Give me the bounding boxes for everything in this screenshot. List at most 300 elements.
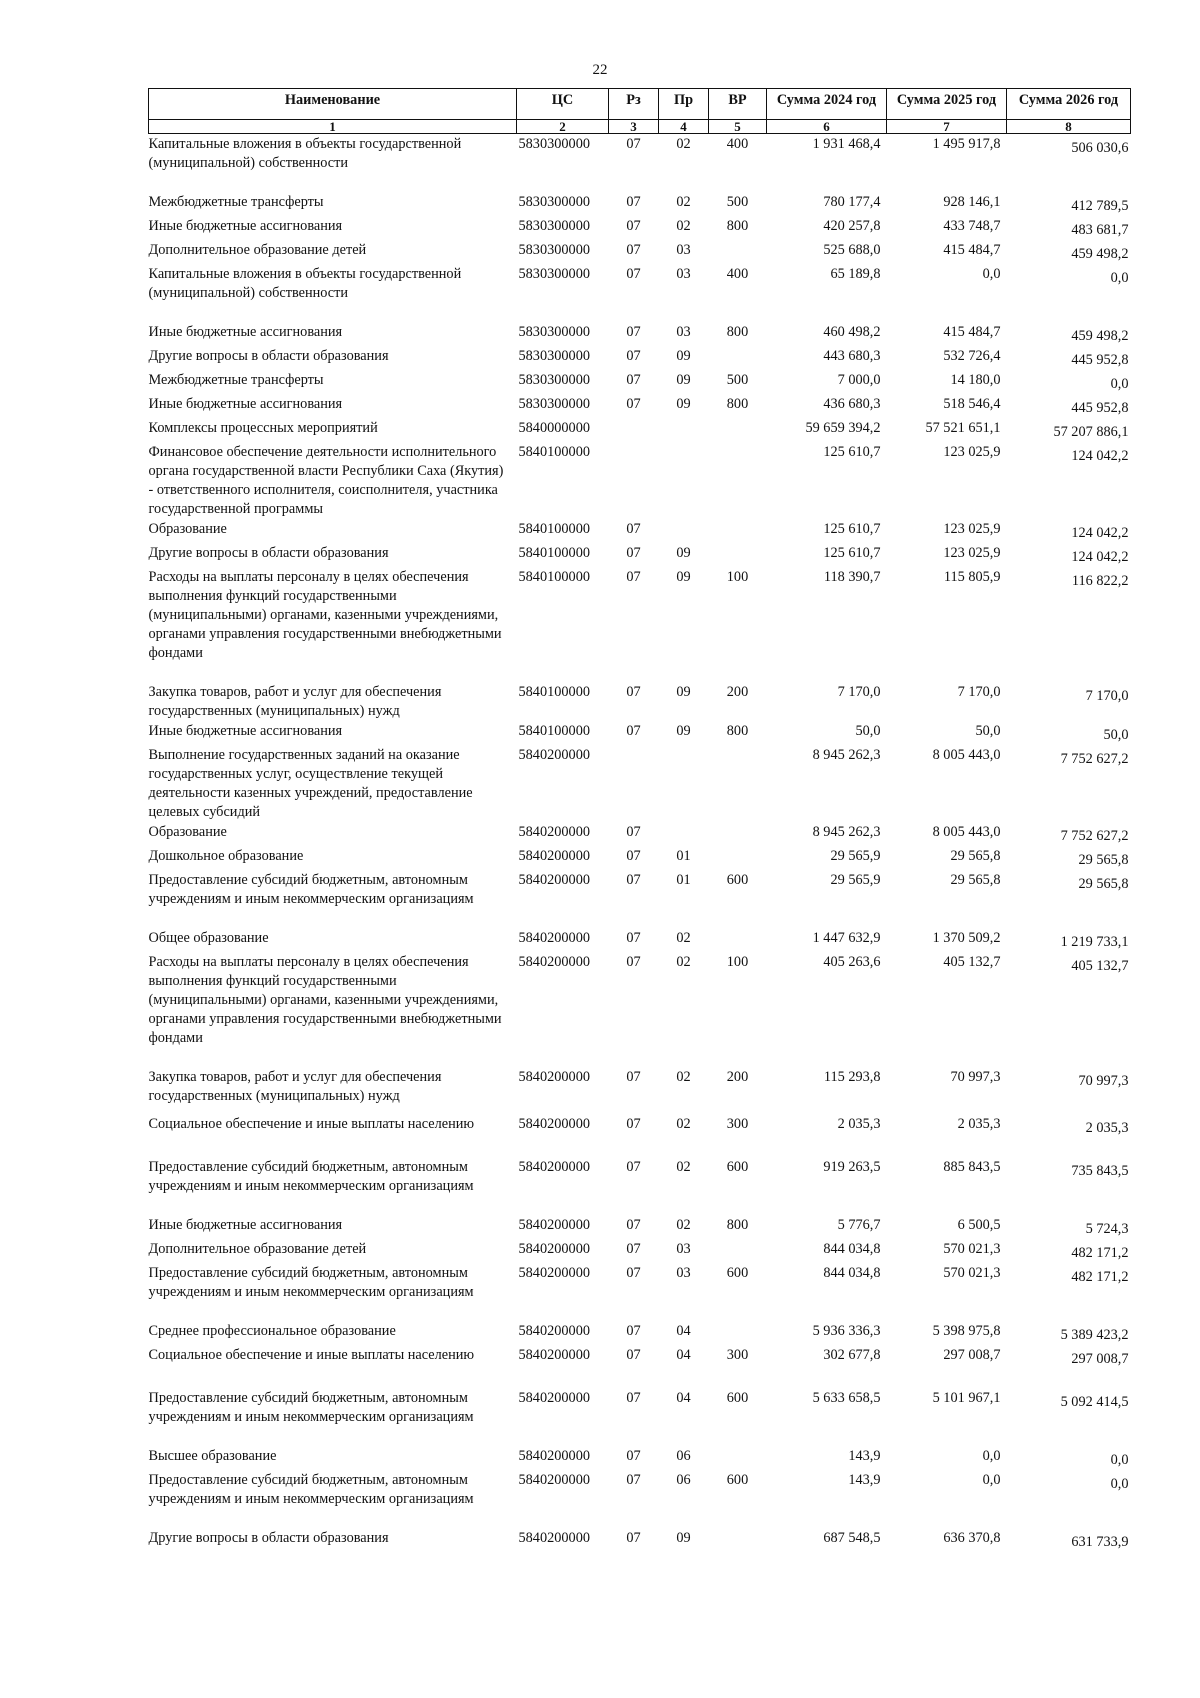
column-number: 1: [149, 120, 517, 134]
row-sum-2025: 57 521 651,1: [925, 420, 1001, 436]
row-sum-2024: 302 677,8: [823, 1347, 881, 1363]
row-sum-2026: 50,0: [1103, 727, 1129, 743]
row-cs: 5840200000: [518, 1347, 590, 1363]
row-cs: 5840100000: [518, 444, 590, 460]
row-sum-2024: 780 177,4: [823, 194, 881, 210]
row-name: Капитальные вложения в объекты государственной (муниципальной) собственности: [148, 266, 462, 301]
row-name: Социальное обеспечение и иные выплаты населению: [148, 1116, 475, 1132]
column-number: 8: [1007, 120, 1131, 134]
row-cs: 5830300000: [518, 242, 590, 258]
row-sum-2024: 143,9: [848, 1472, 881, 1488]
row-sum-2026: 116 822,2: [1071, 573, 1129, 589]
row-rz: 07: [626, 872, 641, 888]
row-name: Предоставление субсидий бюджетным, автономным учреждениям и иным некоммерческим организациям: [148, 1390, 474, 1425]
row-pr: 09: [676, 545, 691, 561]
row-sum-2026: 124 042,2: [1071, 549, 1129, 565]
table-row: [149, 1446, 1131, 1470]
row-sum-2024: 2 035,3: [837, 1116, 881, 1132]
row-vr: [709, 1446, 767, 1470]
row-sum-2026: 0,0: [1110, 1452, 1129, 1468]
row-sum-2026: 412 789,5: [1071, 198, 1129, 214]
row-name: Расходы на выплаты персоналу в целях обеспечения выполнения функций государственными (муниципальными) органами, казенными учреждениями, органами управления государственными внебюджетными фондами: [148, 954, 502, 1046]
row-pr: 03: [676, 1241, 691, 1257]
budget-table: [148, 88, 1131, 1552]
row-sum-2024: 1 447 632,9: [812, 930, 881, 946]
row-sum-2026: 459 498,2: [1071, 328, 1129, 344]
row-sum-2025: 518 546,4: [943, 396, 1001, 412]
row-sum-2025: 0,0: [982, 266, 1001, 282]
row-name: Высшее образование: [148, 1448, 277, 1464]
row-vr: 800: [726, 324, 749, 340]
table-row: [149, 721, 1131, 745]
row-cs: 5840200000: [518, 848, 590, 864]
table-row: [149, 216, 1131, 240]
row-vr: 200: [726, 684, 749, 700]
row-rz: 07: [626, 684, 641, 700]
row-rz: 07: [626, 348, 641, 364]
row-pr: [659, 745, 709, 822]
header-name: Наименование: [149, 89, 517, 120]
page-number: 22: [592, 62, 608, 78]
row-pr: 06: [676, 1472, 691, 1488]
table-row: [149, 1388, 1131, 1446]
row-pr: 02: [676, 1217, 691, 1233]
row-sum-2025: 50,0: [975, 723, 1001, 739]
row-cs: 5840200000: [518, 824, 590, 840]
row-sum-2024: 443 680,3: [823, 348, 881, 364]
row-sum-2024: 65 189,8: [830, 266, 881, 282]
row-sum-2024: 1 931 468,4: [812, 136, 881, 152]
row-sum-2026: 0,0: [1110, 270, 1129, 286]
row-sum-2025: 115 805,9: [943, 569, 1001, 585]
row-sum-2025: 297 008,7: [943, 1347, 1001, 1363]
row-pr: [659, 822, 709, 846]
row-name: Образование: [148, 824, 227, 840]
row-sum-2024: 844 034,8: [823, 1265, 881, 1281]
row-vr: 300: [726, 1347, 749, 1363]
row-sum-2025: 415 484,7: [943, 324, 1001, 340]
row-sum-2026: 124 042,2: [1071, 525, 1129, 541]
row-rz: 07: [626, 1069, 641, 1085]
row-sum-2025: 2 035,3: [957, 1116, 1001, 1132]
row-sum-2024: 125 610,7: [823, 521, 881, 537]
row-rz: 07: [626, 930, 641, 946]
table-row: [149, 322, 1131, 346]
header-sum-2024: Сумма 2024 год: [767, 89, 887, 120]
row-sum-2024: 143,9: [848, 1448, 881, 1464]
row-rz: 07: [626, 194, 641, 210]
table-row: [149, 543, 1131, 567]
row-cs: 5840200000: [518, 747, 590, 763]
row-sum-2025: 885 843,5: [943, 1159, 1001, 1175]
row-name: Закупка товаров, работ и услуг для обеспечения государственных (муниципальных) нужд: [148, 1069, 442, 1104]
row-vr: 400: [726, 136, 749, 152]
row-sum-2024: 118 390,7: [823, 569, 881, 585]
row-sum-2026: 445 952,8: [1071, 352, 1129, 368]
row-vr: [709, 822, 767, 846]
row-sum-2025: 0,0: [982, 1448, 1001, 1464]
row-sum-2024: 115 293,8: [823, 1069, 881, 1085]
row-pr: [659, 418, 709, 442]
row-sum-2025: 8 005 443,0: [932, 747, 1001, 763]
row-sum-2026: 0,0: [1110, 1476, 1129, 1492]
table-row: [149, 134, 1131, 193]
row-name: Среднее профессиональное образование: [148, 1323, 396, 1339]
table-row: [149, 846, 1131, 870]
row-rz: 07: [626, 136, 641, 152]
row-pr: 09: [676, 1530, 691, 1546]
row-sum-2025: 405 132,7: [943, 954, 1001, 970]
table-row: [149, 682, 1131, 721]
row-rz: 07: [626, 1530, 641, 1546]
row-sum-2025: 29 565,8: [950, 872, 1001, 888]
row-name: Другие вопросы в области образования: [148, 1530, 389, 1546]
row-rz: 07: [626, 396, 641, 412]
row-sum-2024: 5 633 658,5: [812, 1390, 881, 1406]
column-number: 7: [887, 120, 1007, 134]
row-cs: 5840200000: [518, 1265, 590, 1281]
row-name: Выполнение государственных заданий на оказание государственных услуг, осуществление текущей деятельности казенных учреждений, предоставление целевых субсидий: [148, 747, 473, 820]
table-row: [149, 370, 1131, 394]
row-pr: 03: [676, 242, 691, 258]
row-rz: 07: [626, 1159, 641, 1175]
row-rz: 07: [626, 218, 641, 234]
row-rz: 07: [626, 1116, 641, 1132]
row-cs: 5840100000: [518, 723, 590, 739]
row-sum-2025: 29 565,8: [950, 848, 1001, 864]
row-rz: 07: [626, 521, 641, 537]
row-sum-2026: 57 207 886,1: [1053, 424, 1129, 440]
row-sum-2025: 928 146,1: [943, 194, 1001, 210]
row-name: Дошкольное образование: [148, 848, 304, 864]
row-vr: [709, 1321, 767, 1345]
row-vr: 300: [726, 1116, 749, 1132]
row-name: Иные бюджетные ассигнования: [148, 218, 343, 234]
row-pr: [659, 442, 709, 519]
row-rz: 07: [626, 324, 641, 340]
row-vr: [709, 519, 767, 543]
row-rz: [609, 418, 659, 442]
row-rz: 07: [626, 1347, 641, 1363]
row-sum-2026: 5 389 423,2: [1060, 1327, 1129, 1343]
column-number: 5: [709, 120, 767, 134]
row-rz: 07: [626, 723, 641, 739]
table-row: [149, 1239, 1131, 1263]
row-sum-2026: 482 171,2: [1071, 1245, 1129, 1261]
table-row: [149, 519, 1131, 543]
row-name: Предоставление субсидий бюджетным, автономным учреждениям и иным некоммерческим организациям: [148, 1472, 474, 1507]
row-sum-2024: 420 257,8: [823, 218, 881, 234]
table-row: [149, 822, 1131, 846]
row-vr: 600: [726, 1159, 749, 1175]
row-sum-2026: 631 733,9: [1071, 1534, 1129, 1550]
row-sum-2024: 50,0: [855, 723, 881, 739]
row-pr: 02: [676, 1159, 691, 1175]
row-sum-2026: 445 952,8: [1071, 400, 1129, 416]
row-name: Образование: [148, 521, 227, 537]
row-sum-2024: 405 263,6: [823, 954, 881, 970]
row-vr: 600: [726, 1390, 749, 1406]
row-cs: 5840000000: [518, 420, 590, 436]
row-sum-2024: 59 659 394,2: [805, 420, 881, 436]
row-cs: 5840200000: [518, 954, 590, 970]
row-cs: 5840100000: [518, 684, 590, 700]
row-vr: 800: [726, 396, 749, 412]
row-cs: 5830300000: [518, 348, 590, 364]
row-vr: 500: [726, 372, 749, 388]
row-pr: 09: [676, 723, 691, 739]
row-sum-2025: 532 726,4: [943, 348, 1001, 364]
row-sum-2026: 29 565,8: [1078, 876, 1129, 892]
row-vr: 800: [726, 1217, 749, 1233]
row-rz: 07: [626, 954, 641, 970]
row-pr: 09: [676, 684, 691, 700]
table-body: [149, 134, 1131, 1553]
row-sum-2026: 124 042,2: [1071, 448, 1129, 464]
table-row: [149, 870, 1131, 928]
table-row: [149, 1345, 1131, 1388]
row-sum-2025: 415 484,7: [943, 242, 1001, 258]
row-sum-2024: 29 565,9: [830, 848, 881, 864]
row-pr: 06: [676, 1448, 691, 1464]
row-sum-2026: 70 997,3: [1078, 1073, 1129, 1089]
row-cs: 5840200000: [518, 1472, 590, 1488]
row-rz: 07: [626, 1323, 641, 1339]
row-sum-2024: 460 498,2: [823, 324, 881, 340]
row-sum-2024: 29 565,9: [830, 872, 881, 888]
column-number: 6: [767, 120, 887, 134]
table-row: [149, 240, 1131, 264]
row-vr: [709, 543, 767, 567]
row-sum-2025: 14 180,0: [950, 372, 1001, 388]
row-name: Предоставление субсидий бюджетным, автономным учреждениям и иным некоммерческим организациям: [148, 1159, 474, 1194]
row-sum-2026: 5 724,3: [1085, 1221, 1129, 1237]
row-sum-2026: 29 565,8: [1078, 852, 1129, 868]
table-row: [149, 264, 1131, 322]
row-sum-2025: 6 500,5: [957, 1217, 1001, 1233]
row-sum-2025: 123 025,9: [943, 521, 1001, 537]
row-pr: 09: [676, 348, 691, 364]
row-sum-2025: 5 101 967,1: [932, 1390, 1001, 1406]
table-row: [149, 1321, 1131, 1345]
row-pr: 09: [676, 372, 691, 388]
row-cs: 5840200000: [518, 1530, 590, 1546]
row-pr: 03: [676, 1265, 691, 1281]
row-sum-2025: 70 997,3: [950, 1069, 1001, 1085]
row-cs: 5830300000: [518, 372, 590, 388]
row-rz: 07: [626, 372, 641, 388]
table-row: [149, 192, 1131, 216]
row-name: Комплексы процессных мероприятий: [148, 420, 378, 436]
row-vr: [709, 928, 767, 952]
table-row: [149, 346, 1131, 370]
row-sum-2024: 8 945 262,3: [812, 824, 881, 840]
row-rz: 07: [626, 1217, 641, 1233]
row-cs: 5840200000: [518, 1323, 590, 1339]
row-sum-2026: 1 219 733,1: [1060, 934, 1129, 950]
row-sum-2024: 436 680,3: [823, 396, 881, 412]
header-rz: Рз: [609, 89, 659, 120]
column-number: 4: [659, 120, 709, 134]
row-cs: 5830300000: [518, 218, 590, 234]
row-rz: [609, 442, 659, 519]
row-sum-2026: 735 843,5: [1071, 1163, 1129, 1179]
table-row: [149, 567, 1131, 682]
table-row: [149, 442, 1131, 519]
row-sum-2025: 0,0: [982, 1472, 1001, 1488]
row-name: Закупка товаров, работ и услуг для обеспечения государственных (муниципальных) нужд: [148, 684, 442, 719]
column-number-row: [149, 120, 1131, 134]
row-name: Иные бюджетные ассигнования: [148, 396, 343, 412]
table-header: [149, 89, 1131, 134]
row-rz: 07: [626, 266, 641, 282]
row-vr: [709, 418, 767, 442]
row-cs: 5840200000: [518, 930, 590, 946]
row-cs: 5830300000: [518, 266, 590, 282]
row-name: Межбюджетные трансферты: [148, 372, 324, 388]
row-name: Финансовое обеспечение деятельности исполнительного органа государственной власти Республики Саха (Якутия) - ответственного исполнителя, соисполнителя, участника государственной программы: [148, 444, 504, 517]
row-pr: 04: [676, 1323, 691, 1339]
row-pr: 09: [676, 569, 691, 585]
row-cs: 5830300000: [518, 136, 590, 152]
header-vr: ВР: [709, 89, 767, 120]
row-pr: 03: [676, 324, 691, 340]
row-vr: 600: [726, 1472, 749, 1488]
row-sum-2026: 5 092 414,5: [1060, 1394, 1129, 1410]
row-cs: 5840200000: [518, 1116, 590, 1132]
row-sum-2025: 1 495 917,8: [932, 136, 1001, 152]
row-vr: [709, 346, 767, 370]
row-cs: 5830300000: [518, 396, 590, 412]
row-sum-2025: 636 370,8: [943, 1530, 1001, 1546]
row-name: Иные бюджетные ассигнования: [148, 324, 343, 340]
row-pr: 02: [676, 930, 691, 946]
row-pr: 02: [676, 1069, 691, 1085]
row-cs: 5830300000: [518, 194, 590, 210]
table-row: [149, 418, 1131, 442]
row-pr: 01: [676, 872, 691, 888]
row-vr: [709, 846, 767, 870]
row-vr: 800: [726, 218, 749, 234]
row-sum-2024: 844 034,8: [823, 1241, 881, 1257]
row-vr: 600: [726, 872, 749, 888]
row-pr: 02: [676, 218, 691, 234]
table-row: [149, 928, 1131, 952]
row-rz: 07: [626, 242, 641, 258]
row-pr: 02: [676, 954, 691, 970]
row-name: Социальное обеспечение и иные выплаты населению: [148, 1347, 475, 1363]
header-sum-2025: Сумма 2025 год: [887, 89, 1007, 120]
row-sum-2026: 7 752 627,2: [1060, 828, 1129, 844]
column-number: 3: [609, 120, 659, 134]
row-sum-2024: 919 263,5: [823, 1159, 881, 1175]
row-pr: 02: [676, 136, 691, 152]
row-vr: 500: [726, 194, 749, 210]
row-rz: 07: [626, 1265, 641, 1281]
row-sum-2026: 2 035,3: [1085, 1120, 1129, 1136]
row-sum-2026: 7 170,0: [1085, 688, 1129, 704]
row-sum-2026: 506 030,6: [1071, 140, 1129, 156]
table-row: [149, 1067, 1131, 1114]
header-sum-2026: Сумма 2026 год: [1007, 89, 1131, 120]
row-cs: 5840200000: [518, 1390, 590, 1406]
row-rz: 07: [626, 824, 641, 840]
table-row: [149, 1263, 1131, 1321]
row-name: Иные бюджетные ассигнования: [148, 723, 343, 739]
row-pr: [659, 519, 709, 543]
row-sum-2026: 482 171,2: [1071, 1269, 1129, 1285]
row-rz: 07: [626, 848, 641, 864]
row-name: Межбюджетные трансферты: [148, 194, 324, 210]
row-vr: [709, 1528, 767, 1552]
row-cs: 5840200000: [518, 1217, 590, 1233]
row-pr: 04: [676, 1347, 691, 1363]
row-sum-2026: 0,0: [1110, 376, 1129, 392]
row-vr: 200: [726, 1069, 749, 1085]
row-sum-2026: 405 132,7: [1071, 958, 1129, 974]
row-sum-2025: 1 370 509,2: [932, 930, 1001, 946]
table-row: [149, 952, 1131, 1067]
row-sum-2024: 7 000,0: [837, 372, 881, 388]
row-pr: 01: [676, 848, 691, 864]
row-cs: 5840200000: [518, 1069, 590, 1085]
row-rz: [609, 745, 659, 822]
table-row: [149, 1528, 1131, 1552]
row-vr: 100: [726, 569, 749, 585]
row-sum-2024: 7 170,0: [837, 684, 881, 700]
row-name: Другие вопросы в области образования: [148, 545, 389, 561]
header-row: [149, 89, 1131, 120]
row-vr: 400: [726, 266, 749, 282]
row-sum-2025: 123 025,9: [943, 444, 1001, 460]
table-row: [149, 1114, 1131, 1157]
row-rz: 07: [626, 1472, 641, 1488]
row-name: Общее образование: [148, 930, 269, 946]
row-vr: [709, 745, 767, 822]
row-name: Иные бюджетные ассигнования: [148, 1217, 343, 1233]
column-number: 2: [517, 120, 609, 134]
row-rz: 07: [626, 545, 641, 561]
row-vr: [709, 442, 767, 519]
row-sum-2026: 7 752 627,2: [1060, 751, 1129, 767]
row-name: Предоставление субсидий бюджетным, автономным учреждениям и иным некоммерческим организациям: [148, 1265, 474, 1300]
row-pr: 09: [676, 396, 691, 412]
row-name: Расходы на выплаты персоналу в целях обеспечения выполнения функций государственными (муниципальными) органами, казенными учреждениями, органами управления государственными внебюджетными фондами: [148, 569, 502, 661]
row-name: Капитальные вложения в объекты государственной (муниципальной) собственности: [148, 136, 462, 171]
row-cs: 5840200000: [518, 1241, 590, 1257]
header-cs: ЦС: [517, 89, 609, 120]
header-pr: Пр: [659, 89, 709, 120]
row-sum-2025: 570 021,3: [943, 1241, 1001, 1257]
row-pr: 03: [676, 266, 691, 282]
row-sum-2025: 433 748,7: [943, 218, 1001, 234]
table-row: [149, 745, 1131, 822]
row-vr: 600: [726, 1265, 749, 1281]
row-rz: 07: [626, 1390, 641, 1406]
row-sum-2025: 5 398 975,8: [932, 1323, 1001, 1339]
row-pr: 02: [676, 1116, 691, 1132]
row-vr: [709, 1239, 767, 1263]
row-pr: 04: [676, 1390, 691, 1406]
row-name: Другие вопросы в области образования: [148, 348, 389, 364]
row-rz: 07: [626, 1448, 641, 1464]
row-sum-2026: 297 008,7: [1071, 1351, 1129, 1367]
row-cs: 5840200000: [518, 1159, 590, 1175]
row-cs: 5840100000: [518, 569, 590, 585]
row-sum-2025: 570 021,3: [943, 1265, 1001, 1281]
table-row: [149, 394, 1131, 418]
row-sum-2026: 483 681,7: [1071, 222, 1129, 238]
